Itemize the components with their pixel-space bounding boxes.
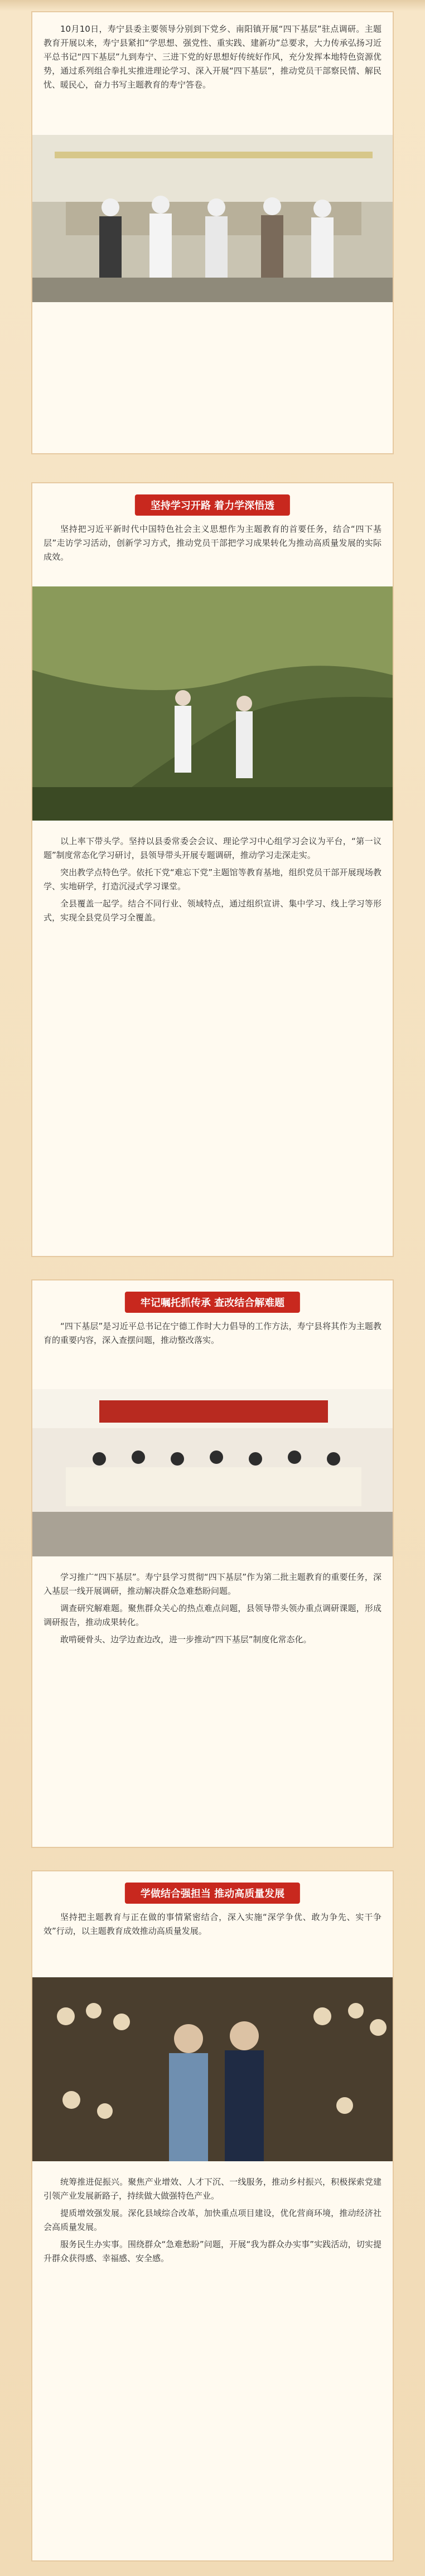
intro-photo	[32, 135, 394, 302]
section-1-paragraph-2: 以上率下带头学。坚持以县委常委会会议、理论学习中心组学习会议为平台，“第一议题”制度常态化学习研讨，县领导带头开展专题调研，推动学习走深走实。	[44, 836, 381, 860]
section-2-title: 牢记嘱托抓传承 查改结合解难题	[125, 1292, 300, 1313]
section-1-body-text	[44, 835, 381, 928]
section-3-photo	[32, 1977, 394, 2161]
section-3-paragraph-3: 提质增效强发展。深化县域综合改革，加快重点项目建设，优化营商环境，推动经济社会高质量发展。	[44, 2208, 381, 2232]
section-2-photo	[32, 1389, 394, 1556]
section-1-intro-text	[44, 522, 381, 567]
section-2-paragraph-3: 调查研究解难题。聚焦群众关心的热点难点问题，县领导带头领办重点调研课题，形成调研报告，推动成果转化。	[44, 1603, 381, 1627]
intro-text-top	[44, 22, 381, 95]
section-1-photo	[32, 586, 394, 821]
section-1-title: 坚持学习开路 着力学深悟透	[135, 494, 290, 516]
section-2-body-text	[44, 1570, 381, 1650]
section-3-title: 学做结合强担当 推动高质量发展	[125, 1883, 300, 1904]
section-2-card	[31, 1279, 394, 1848]
section-3-body-text	[44, 2175, 381, 2269]
section-3-card	[31, 1870, 394, 2562]
section-2-paragraph-4: 敢啃硬骨头、边学边查边改，进一步推动“四下基层”制度化常态化。	[60, 1634, 312, 1644]
section-3-paragraph-2: 统筹推进促振兴。聚焦产业增效、人才下沉、一线服务，推动乡村振兴，积极探索党建引领产业发展新路子，持续做大做强特色产业。	[44, 2177, 381, 2201]
section-3-paragraph-1: 坚持把主题教育与正在做的事情紧密结合，深入实施“深学争优、敢为争先、实干争效”行动，以主题教育成效推动高质量发展。	[44, 1912, 381, 1936]
section-2-paragraph-1: “四下基层”是习近平总书记在宁德工作时大力倡导的工作方法，寿宁县将其作为主题教育的重要内容，深入查摆问题，推动整改落实。	[44, 1321, 381, 1345]
top-decoration	[0, 0, 425, 11]
section-1-paragraph-3: 突出教学点特色学。依托下党“难忘下党”主题馆等教育基地，组织党员干部开展现场教学、实地研学，打造沉浸式学习课堂。	[44, 867, 381, 891]
section-1-card	[31, 482, 394, 1257]
section-1-paragraph-4: 全县覆盖一起学。结合不同行业、领域特点，通过组织宣讲、集中学习、线上学习等形式，实现全县党员学习全覆盖。	[44, 899, 381, 923]
intro-card	[31, 11, 394, 454]
section-1-paragraph-1: 坚持把习近平新时代中国特色社会主义思想作为主题教育的首要任务，结合“四下基层”走访学习活动，创新学习方式，推动党员干部把学习成果转化为推动高质量发展的实际成效。	[44, 524, 381, 562]
section-2-paragraph-2: 学习推广“四下基层”。寿宁县学习贯彻“四下基层”作为第二批主题教育的重要任务，深入基层一线开展调研，推动解决群众急难愁盼问题。	[44, 1572, 381, 1596]
section-3-intro-text	[44, 1910, 381, 1942]
section-3-paragraph-4: 服务民生办实事。围绕群众“急难愁盼”问题，开展“我为群众办实事”实践活动，切实提升群众获得感、幸福感、安全感。	[44, 2239, 381, 2263]
section-2-intro-text	[44, 1319, 381, 1351]
intro-paragraph: 10月10日，寿宁县委主要领导分别到下党乡、南阳镇开展“四下基层”驻点调研。主题教育开展以来，寿宁县紧扣“学思想、强党性、重实践、建新功”总要求，大力传承弘扬习近平总书记“四下基层”九到寿宁、三进下党的好思想好传统好作风，充分发挥本地特色资源优势，通过系列组合拳扎实推进理论学习、深入开展“四下基层”，推动党员干部察民情、解民忧、暖民心，奋力书写主题教育的寿宁答卷。	[44, 24, 381, 90]
